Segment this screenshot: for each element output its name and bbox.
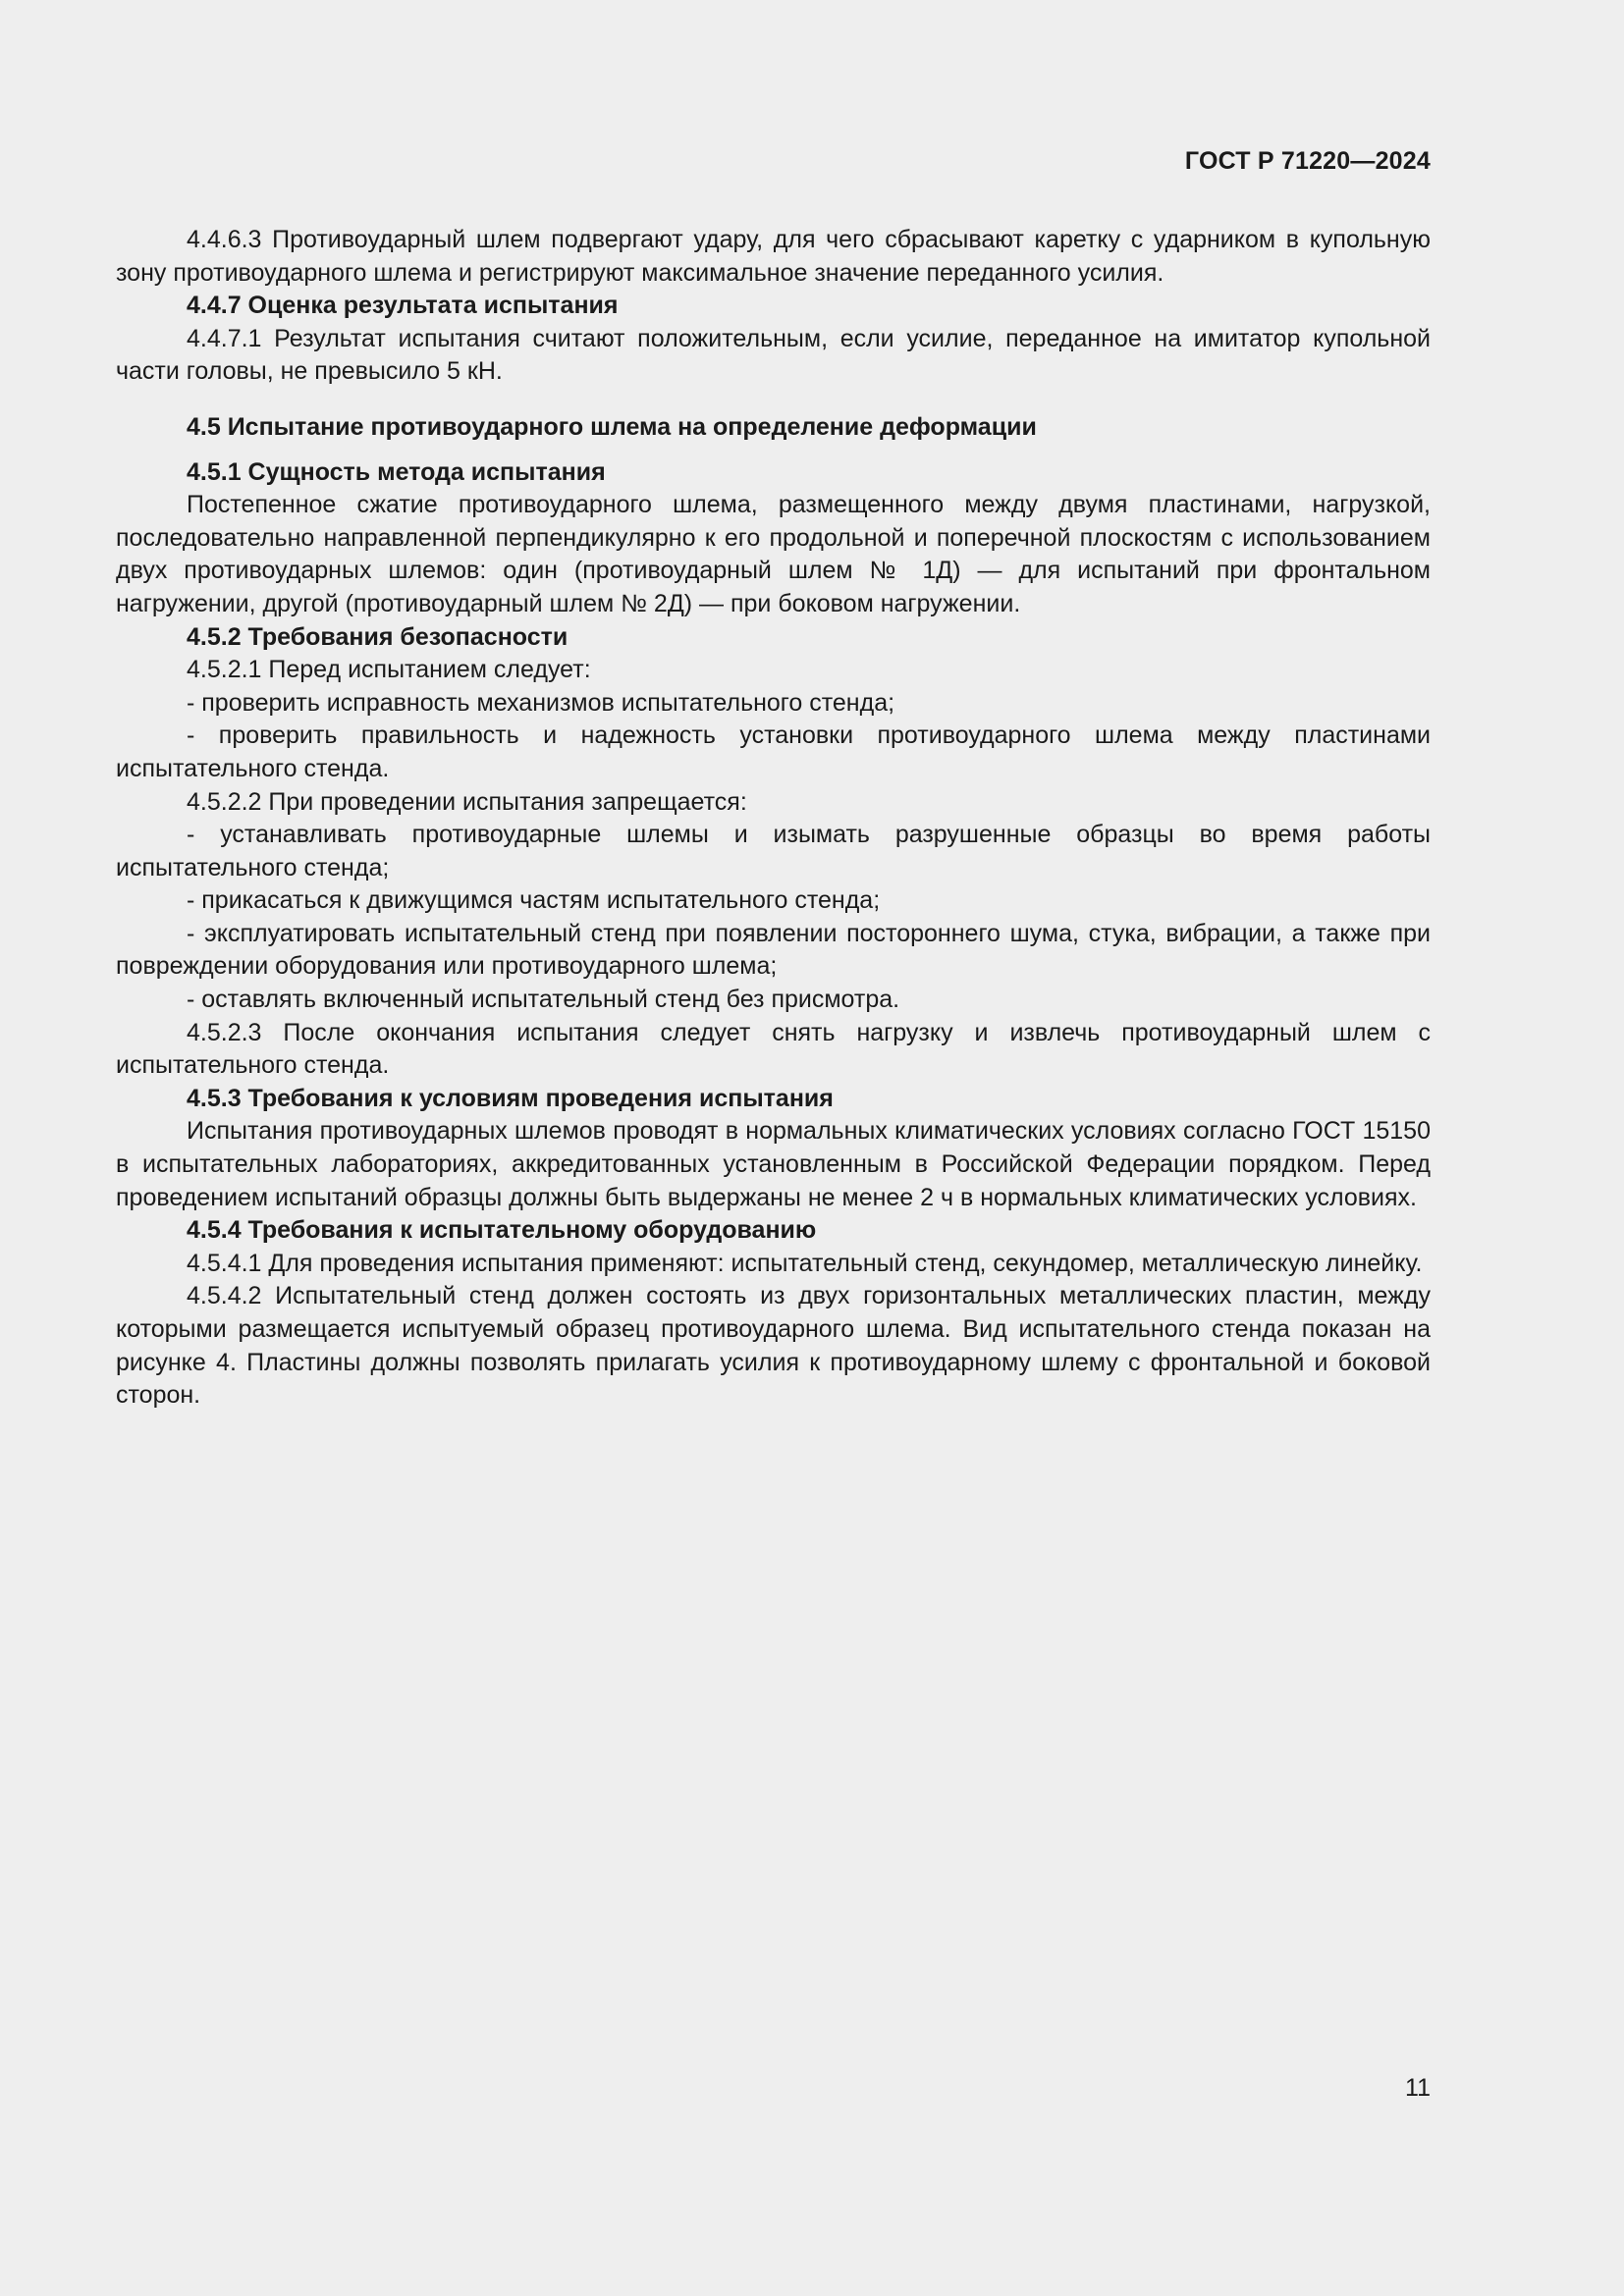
- list-item: - эксплуатировать испытательный стенд при появлении постороннего шума, стука, вибрации, а также при повреждении оборудования или противоударного шлема;: [116, 919, 1431, 981]
- heading-4-5: 4.5 Испытание противоударного шлема на определение деформации: [187, 412, 1037, 441]
- list-item: - прикасаться к движущимся частям испытательного стенда;: [187, 886, 881, 915]
- paragraph-4-5-2-1: 4.5.2.1 Перед испытанием следует:: [187, 656, 591, 684]
- list-item: - проверить исправность механизмов испытательного стенда;: [187, 688, 895, 717]
- heading-4-4-7: 4.4.7 Оценка результата испытания: [187, 292, 619, 320]
- paragraph-method-essence: Постепенное сжатие противоударного шлема, размещенного между двумя пластинами, нагрузкой, последовательно направленной перпендикулярно к его продольной и поперечной плоскостям с использованием двух противоударных шлемов: один (противоударный шлем № 1Д) — для испытаний при фронтальном нагружении, другой (противоударный шлем № 2Д) — при боковом нагружении.: [116, 491, 1431, 617]
- paragraph-test-conditions: Испытания противоударных шлемов проводят в нормальных климатических условиях согласно ГОСТ 15150 в испытательных лабораториях, аккредитованных установленным в Российской Федерации порядком. Перед проведением испытаний образцы должны быть выдержаны не менее 2 ч в нормальных климатических условиях.: [116, 1117, 1431, 1211]
- document-code: ГОСТ Р 71220—2024: [1184, 147, 1431, 175]
- paragraph-4-4-7-1: 4.4.7.1 Результат испытания считают положительным, если усилие, переданное на имитатор купольной части головы, не превысило 5 кН.: [116, 324, 1431, 386]
- paragraph-4-5-4-2: 4.5.4.2 Испытательный стенд должен состоять из двух горизонтальных металлических пластин, между которыми размещается испытуемый образец противоударного шлема. Вид испытательного стенда показан на рисунке 4. Пластины должны позволять прилагать усилия к противоударному шлему с фронтальной и боковой сторон.: [116, 1282, 1431, 1410]
- heading-4-5-2: 4.5.2 Требования безопасности: [187, 622, 568, 651]
- heading-4-5-1: 4.5.1 Сущность метода испытания: [187, 457, 606, 486]
- paragraph-4-4-6-3: 4.4.6.3 Противоударный шлем подвергают удару, для чего сбрасывают каретку с ударником в купольную зону противоударного шлема и регистрируют максимальное значение переданного усилия.: [116, 226, 1431, 287]
- heading-4-5-4: 4.5.4 Требования к испытательному оборудованию: [187, 1216, 817, 1245]
- paragraph-4-5-4-1: 4.5.4.1 Для проведения испытания применяют: испытательный стенд, секундомер, металлическую линейку.: [187, 1249, 1423, 1277]
- paragraph-4-5-2-2: 4.5.2.2 При проведении испытания запрещается:: [187, 787, 747, 816]
- page-number: 11: [1405, 2074, 1431, 2102]
- heading-4-5-3: 4.5.3 Требования к условиям проведения испытания: [187, 1084, 834, 1112]
- list-item: - оставлять включенный испытательный стенд без присмотра.: [187, 986, 900, 1014]
- list-item: - устанавливать противоударные шлемы и изымать разрушенные образцы во время работы испытательного стенда;: [116, 821, 1431, 881]
- list-item: - проверить правильность и надежность установки противоударного шлема между пластинами испытательного стенда.: [116, 721, 1431, 782]
- document-body: [116, 224, 1431, 1413]
- paragraph-4-5-2-3: 4.5.2.3 После окончания испытания следует снять нагрузку и извлечь противоударный шлем с испытательного стенда.: [116, 1018, 1431, 1080]
